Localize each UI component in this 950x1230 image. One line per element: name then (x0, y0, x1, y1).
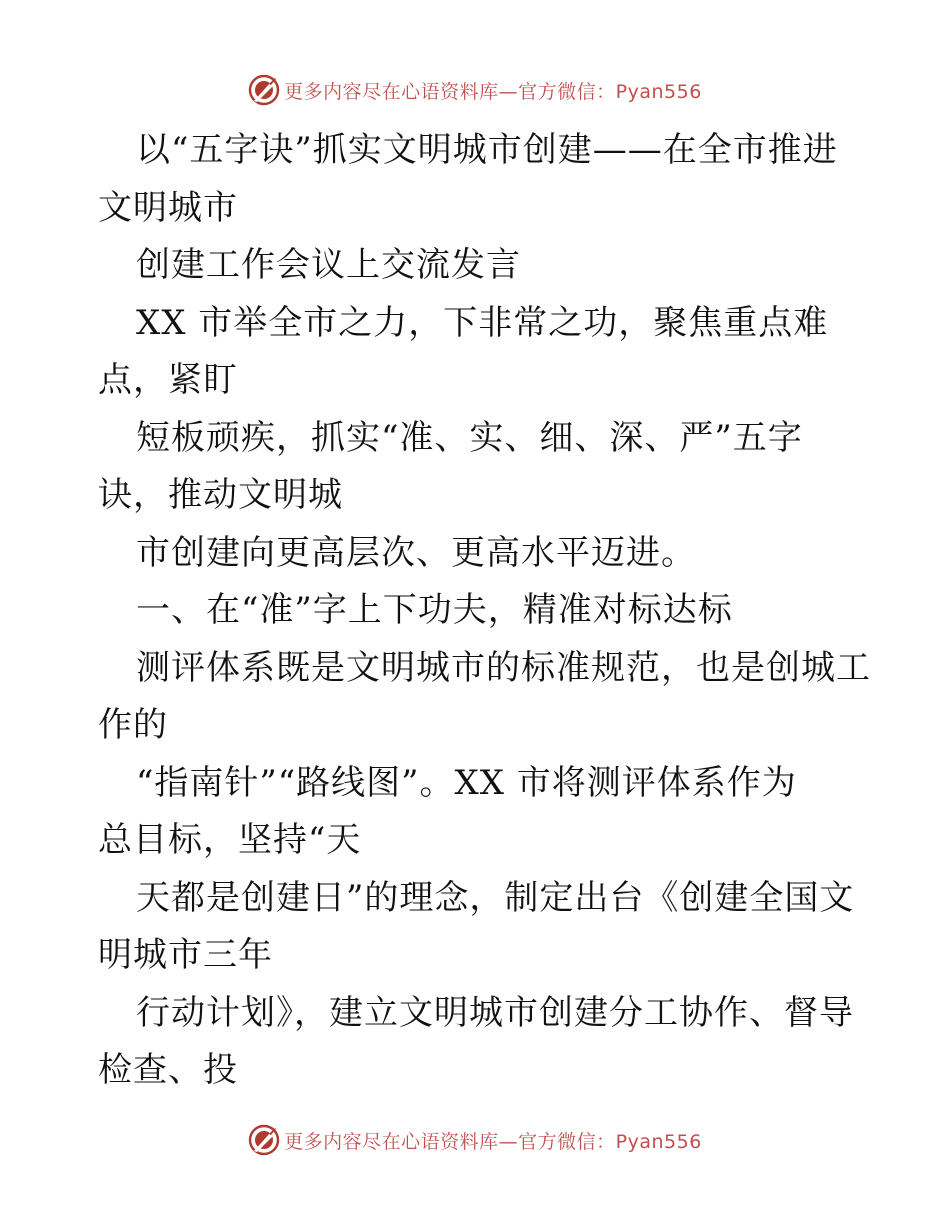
paragraph-line: 诀，推动文明城 (98, 475, 343, 515)
document-body (98, 122, 871, 1100)
quill-pen-logo-icon (248, 74, 280, 106)
paragraph-line: 市创建向更高层次、更高水平迈进。 (136, 532, 696, 573)
subtitle-line: 创建工作会议上交流发言 (136, 245, 521, 285)
paragraph-line: 测评体系既是文明城市的标准规范，也是创城工 (136, 647, 871, 688)
watermark-text: 更多内容尽在心语资料库—官方微信：Pyan556 (284, 80, 702, 103)
section-heading: 一、在“准”字上下功夫，精准对标达标 (136, 590, 733, 630)
title-line-continued: 文明城市 (98, 187, 238, 228)
paragraph-line: 短板顽疾，抓实“准、实、细、深、严”五字 (136, 417, 803, 458)
paragraph-line: 天都是创建日”的理念，制定出台《创建全国文 (136, 877, 855, 918)
quill-pen-logo-icon (248, 1124, 280, 1156)
paragraph-line: 总目标，坚持“天 (98, 820, 362, 860)
paragraph-line: XX 市举全市之力，下非常之功，聚焦重点难 (136, 302, 829, 343)
paragraph-line: 作的 (98, 705, 168, 745)
title-line: 以“五字诀”抓实文明城市创建——在全市推进 (136, 130, 838, 170)
footer-watermark (0, 1120, 950, 1160)
watermark-text: 更多内容尽在心语资料库—官方微信：Pyan556 (284, 1130, 702, 1153)
paragraph-line: “指南针”“路线图”。XX 市将测评体系作为 (136, 762, 797, 803)
header-watermark (0, 70, 950, 110)
paragraph-line: 行动计划》，建立文明城市创建分工协作、督导 (136, 992, 854, 1033)
paragraph-line: 检查、投 (98, 1050, 238, 1090)
paragraph-line: 点，紧盯 (98, 360, 238, 400)
paragraph-line: 明城市三年 (98, 935, 273, 975)
